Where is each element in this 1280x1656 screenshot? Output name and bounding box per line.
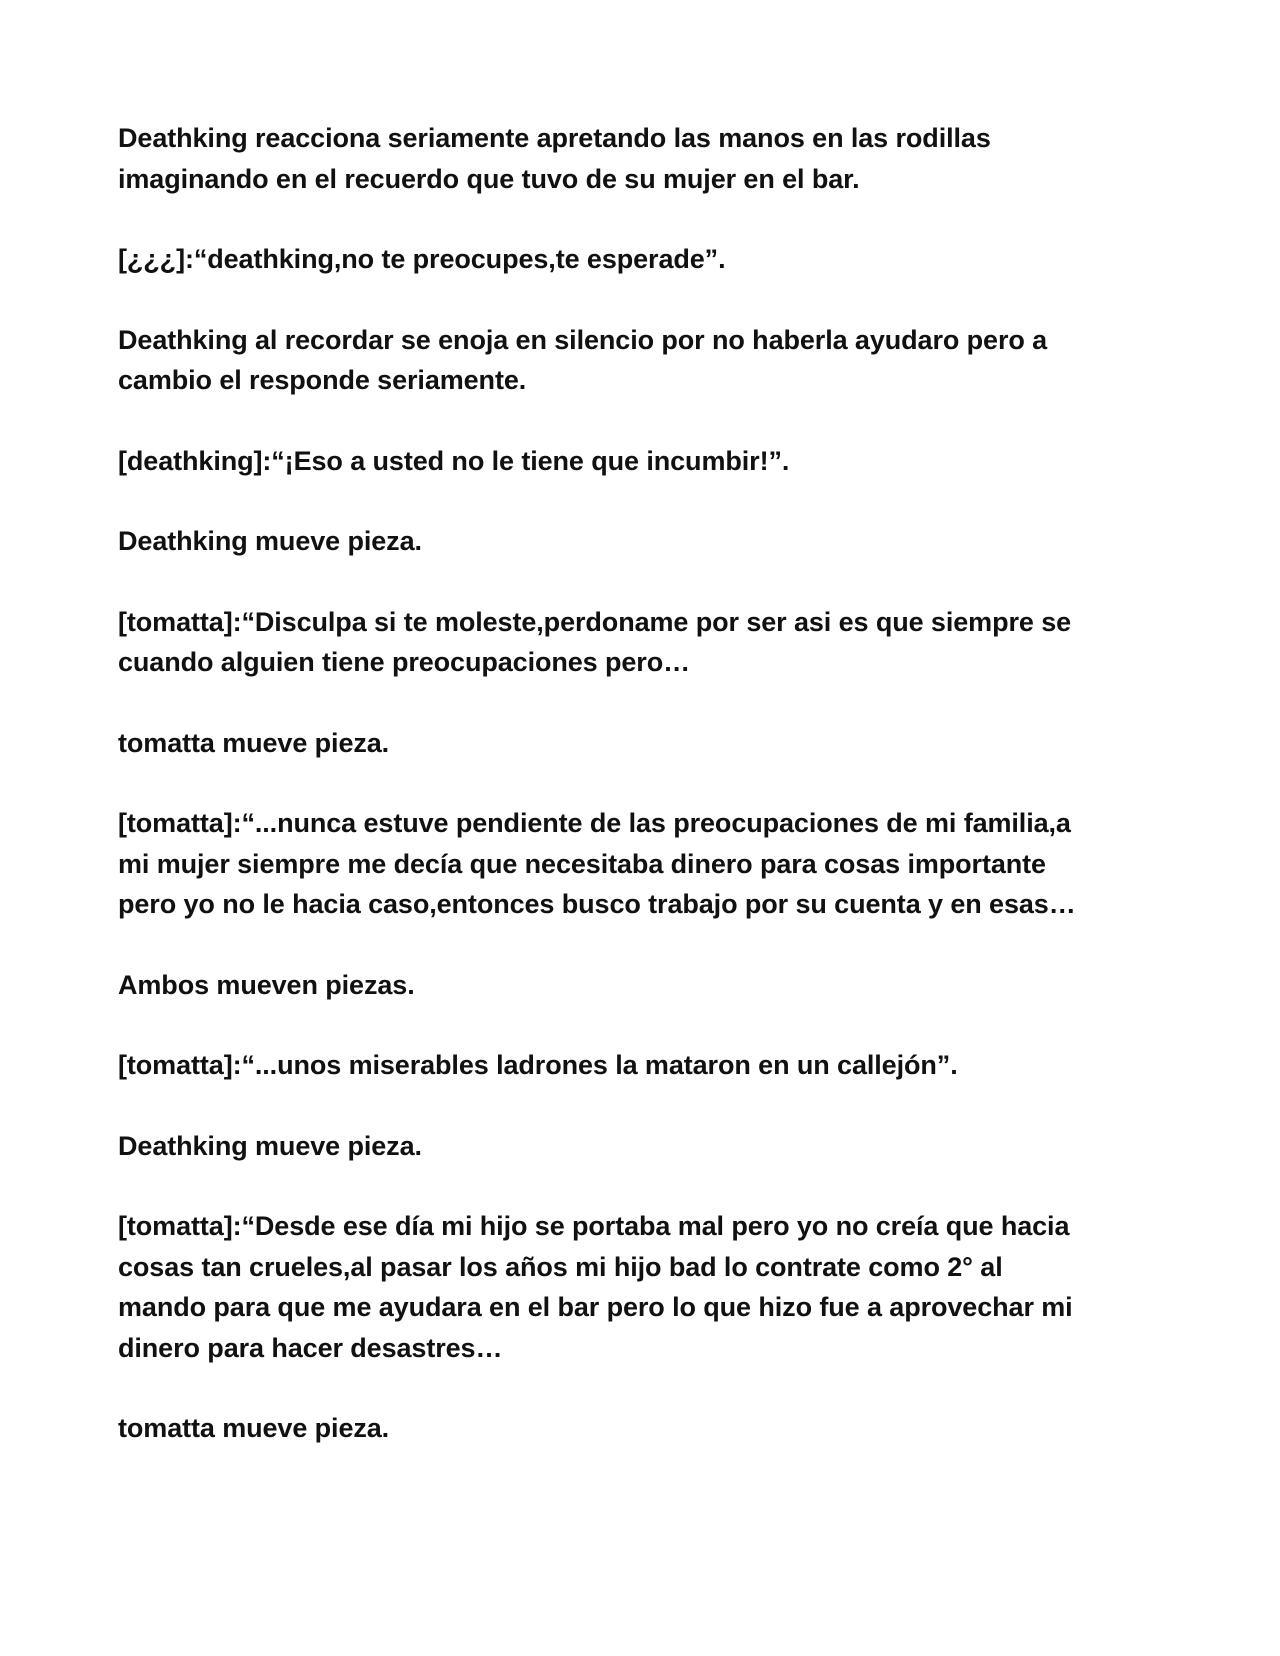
document-body (118, 118, 1178, 1489)
dialogue-line: [deathking]:“¡Eso a usted no le tiene que incumbir!”. (118, 445, 790, 476)
action-line: Deathking mueve pieza. (118, 526, 422, 556)
action-line: Ambos mueven piezas. (118, 969, 415, 1000)
dialogue-line: [¿¿¿]:“deathking,no te preocupes,te esperade”. (118, 244, 726, 274)
narration-paragraph: Deathking al recordar se enoja en silencio por no haberla ayudaro pero a cambio el responde seriamente. (118, 324, 1048, 395)
dialogue-line: [tomatta]:“...unos miserables ladrones la mataron en un callejón”. (118, 1050, 958, 1080)
action-line: Deathking mueve pieza. (118, 1130, 422, 1161)
dialogue-line: [tomatta]:“...nunca estuve pendiente de las preocupaciones de mi familia,a mi mujer siempre me decía que necesitaba dinero para cosas importante pero yo no le hacia caso,entonces busco trabajo por su cuenta y en esas… (118, 808, 1076, 919)
action-line: tomatta mueve pieza. (118, 727, 390, 758)
action-line: tomatta mueve pieza. (118, 1413, 390, 1443)
dialogue-line: [tomatta]:“Disculpa si te moleste,perdoname por ser asi es que siempre se cuando alguien tiene preocupaciones pero… (118, 606, 1072, 677)
narration-paragraph: Deathking reacciona seriamente apretando las manos en las rodillas imaginando en el recuerdo que tuvo de su mujer en el bar. (118, 123, 991, 194)
dialogue-line: [tomatta]:“Desde ese día mi hijo se portaba mal pero yo no creía que hacia cosas tan crueles,al pasar los años mi hijo bad lo contrate como 2° al mando para que me ayudara en el bar pero lo que hizo fue a aprovechar mi dinero para hacer desastres… (118, 1211, 1073, 1363)
